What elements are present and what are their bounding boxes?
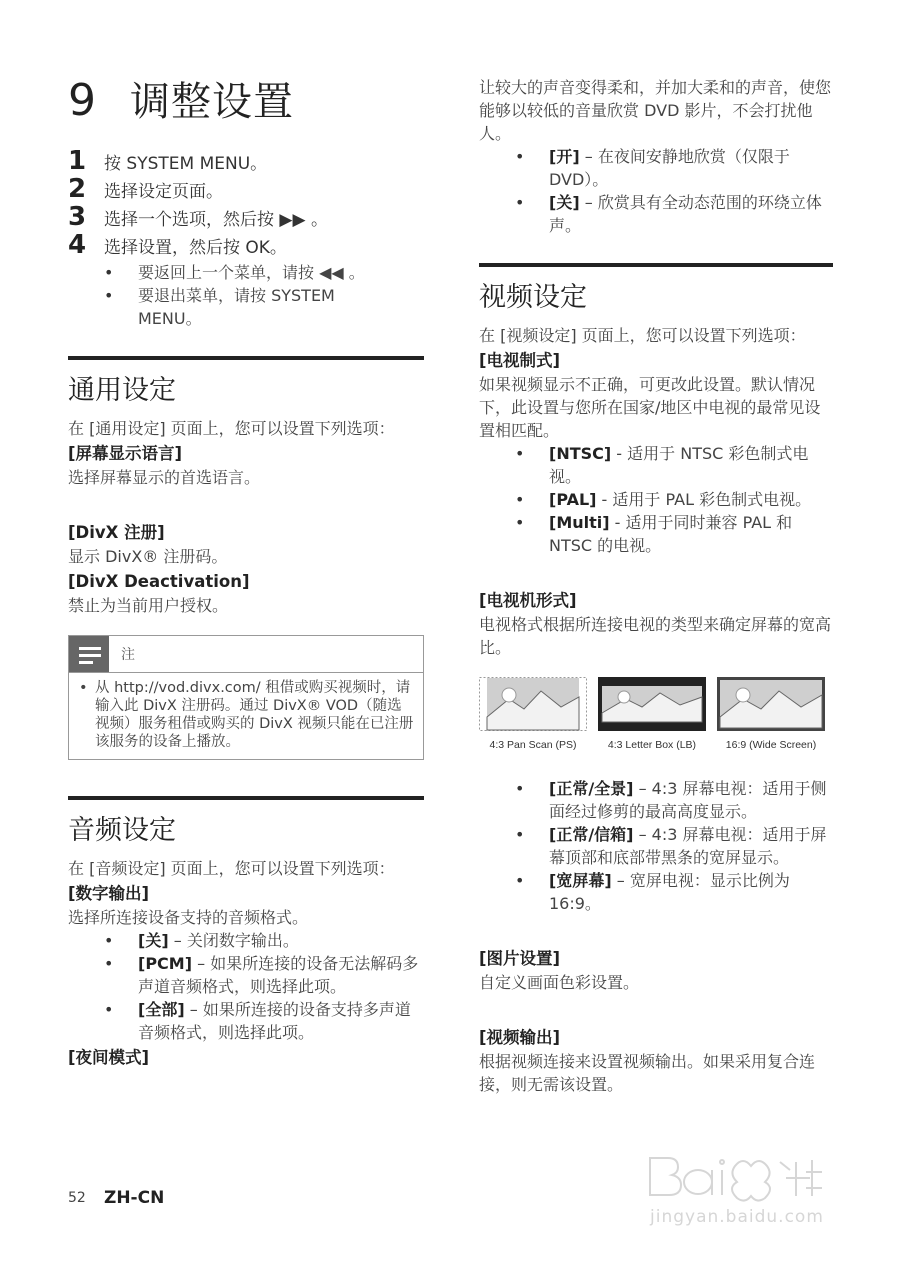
step-sub-bullets [68,261,424,330]
section-title: 视频设定 [479,282,587,313]
option-term: [正常/全景] [549,779,634,798]
option-item [479,823,833,869]
option-desc: - 适用于 NTSC 彩色制式电视。 [549,444,809,486]
option-item [68,929,424,952]
option-desc: - 适用于 PAL 彩色制式电视。 [596,490,812,509]
section-intro: 在 [通用设定] 页面上，您可以设置下列选项： [68,419,395,438]
baidu-watermark-logo [640,1138,850,1228]
setting-term: [DivX Deactivation] [68,572,250,591]
chapter-heading [68,70,424,127]
step-text: 选择一个选项，然后按 ▶▶ 。 [104,210,328,230]
thumb-caption: 16:9 (Wide Screen) [725,739,817,751]
setting-term: [夜间模式] [68,1048,150,1067]
chapter-title: 调整设置 [130,79,294,125]
section-divider [479,263,833,267]
general-section [68,356,424,760]
digital-output-options [68,929,424,1044]
step-item [68,146,424,177]
step-bullet: • 要返回上一个菜单，请按 ◀◀ 。 [68,261,424,284]
audio-section [68,796,424,1070]
section-title: 通用设定 [68,375,176,406]
setting-desc: 如果视频显示不正确，可更改此设置。默认情况下，此设置与您所在国家/地区中电视的最常见设置相匹配。 [479,375,821,440]
step-number: 2 [68,174,87,204]
section-title: 音频设定 [68,815,176,846]
option-item [479,442,833,488]
letter-box-image [598,677,706,731]
step-list [68,146,424,330]
option-desc: – 欣赏具有全动态范围的环绕立体声。 [549,193,822,235]
option-term: [关] [549,193,580,212]
step-bullet: • 要退出菜单，请按 SYSTEM MENU。 [68,284,368,330]
setting-term: [电视机形式] [479,591,577,610]
step-text: 按 SYSTEM MENU。 [104,154,268,174]
thumb-caption: 4:3 Pan Scan (PS) [489,739,577,751]
setting-desc: 显示 DivX® 注册码。 [68,547,228,566]
option-desc: – 宽屏电视：显示比例为 16:9。 [549,871,790,913]
setting-term: [屏幕显示语言] [68,444,183,463]
note-icon [69,636,109,672]
section-intro: 在 [视频设定] 页面上，您可以设置下列选项： [479,326,806,345]
tv-system-options [479,442,833,557]
pan-scan-illustration [479,677,587,751]
setting-desc: 让较大的声音变得柔和，并加大柔和的声音，使您能够以较低的音量欣赏 DVD 影片，不会打扰他人。 [479,78,832,143]
option-item [479,869,833,915]
option-desc: – 4:3 屏幕电视：适用于屏幕顶部和底部带黑条的宽屏显示。 [549,825,827,867]
option-desc: – 关闭数字输出。 [168,931,299,950]
option-term: [开] [549,147,580,166]
option-desc: – 如果所连接的设备无法解码多声道音频格式，则选择此项。 [138,954,419,996]
setting-desc: 选择屏幕显示的首选语言。 [68,468,261,487]
step-text: 选择设定页面。 [104,182,223,202]
left-column [68,60,424,1070]
option-term: [PCM] [138,954,193,973]
step-item [68,174,424,205]
step-item [68,202,424,233]
step-number: 4 [68,230,87,260]
note-label: 注 [121,647,135,663]
setting-desc: 根据视频连接来设置视频输出。如果采用复合连接，则无需该设置。 [479,1052,816,1094]
setting-term: [数字输出] [68,884,150,903]
option-item [68,998,424,1044]
setting-desc: 选择所连接设备支持的音频格式。 [68,908,309,927]
thumb-caption: 4:3 Letter Box (LB) [607,739,697,751]
right-column [479,76,833,1096]
option-desc: – 在夜间安静地欣赏（仅限于 DVD）。 [549,147,790,189]
option-term: [Multi] [549,513,610,532]
pan-scan-image [479,677,587,731]
option-desc: – 如果所连接的设备支持多声道音频格式，则选择此项。 [138,1000,411,1042]
step-number: 3 [68,202,87,232]
tv-type-options [479,777,833,915]
option-term: [PAL] [549,490,597,509]
video-section [479,263,833,1096]
section-divider [68,356,424,360]
step-number: 1 [68,146,87,176]
option-desc: - 适用于同时兼容 PAL 和 NTSC 的电视。 [549,513,793,555]
letter-box-illustration [598,677,706,751]
svg-text:jingyan.baidu.com: jingyan.baidu.com [650,1207,824,1227]
setting-desc: 禁止为当前用户授权。 [68,596,229,615]
wide-screen-image [717,677,825,731]
night-mode-options [479,145,833,237]
option-term: [NTSC] [549,444,612,463]
chapter-number: 9 [68,75,96,126]
option-item [479,511,833,557]
option-item [479,777,833,823]
option-item [479,191,833,237]
step-text: 选择设置，然后按 OK。 [104,238,287,258]
section-divider [68,796,424,800]
setting-term: [DivX 注册] [68,523,165,542]
section-intro: 在 [音频设定] 页面上，您可以设置下列选项： [68,859,395,878]
setting-term: [视频输出] [479,1028,561,1047]
note-header [69,636,423,672]
setting-desc: 自定义画面色彩设置。 [479,973,640,992]
option-term: [全部] [138,1000,185,1019]
note-box [68,635,424,760]
option-desc: – 4:3 屏幕电视：适用于侧面经过修剪的最高高度显示。 [549,779,827,821]
aspect-ratio-illustrations [479,677,825,751]
wide-screen-illustration [717,677,825,751]
setting-desc: 电视格式根据所连接电视的类型来确定屏幕的宽高比。 [479,615,832,657]
page-number: 52 [68,1190,86,1206]
option-item [479,488,833,511]
option-item [68,952,424,998]
language-code: ZH-CN [104,1188,165,1208]
option-term: [正常/信箱] [549,825,634,844]
option-term: [宽屏幕] [549,871,612,890]
setting-term: [电视制式] [479,351,561,370]
note-text: • 从 http://vod.divx.com/ 租借或购买视频时，请输入此 DivX 注册码。通过 DivX® VOD（随选视频）服务租借或购买的 DivX 视频只能在已注册该服务的设备上播放。 [69,672,423,759]
option-item [479,145,833,191]
step-item [68,230,424,261]
option-term: [关] [138,931,169,950]
setting-term: [图片设置] [479,949,561,968]
